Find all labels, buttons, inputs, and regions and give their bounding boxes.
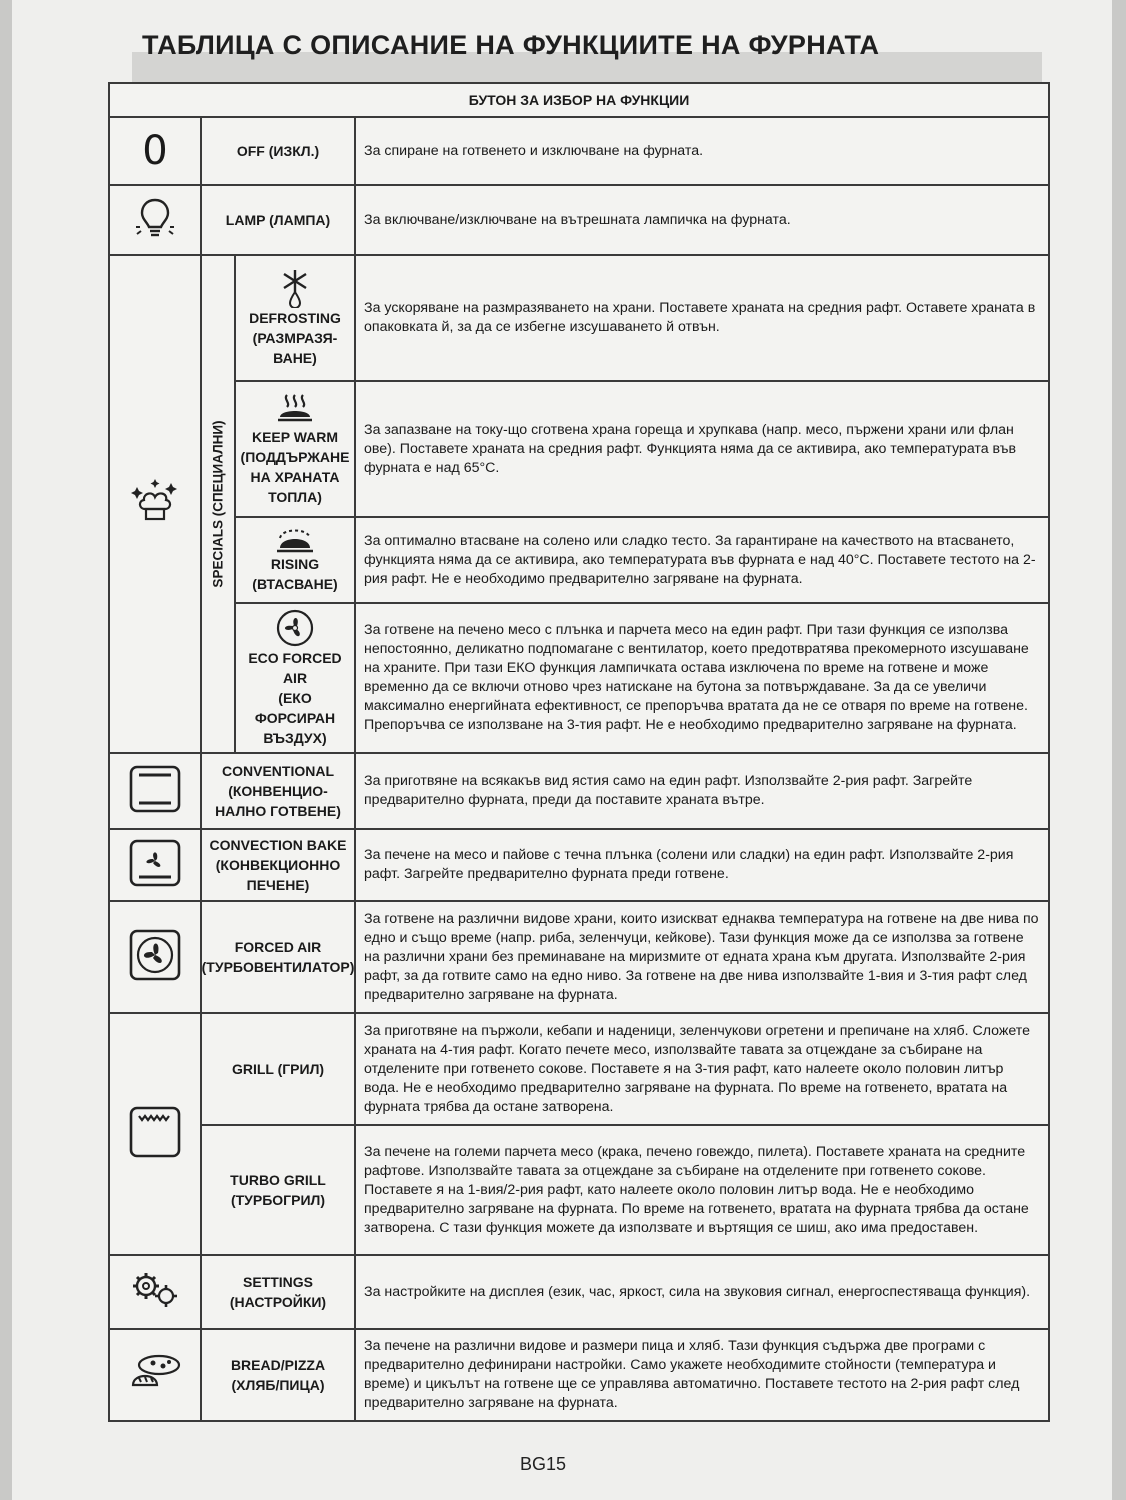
table-row-forced-air (109, 901, 1049, 1013)
function-name-lamp: LAMP (ЛАМПА) (201, 185, 355, 255)
function-name-rising: RISING (ВТАСВАНЕ) (235, 517, 355, 603)
convection-bake-icon (109, 829, 201, 901)
table-row-conventional (109, 753, 1049, 829)
function-name-forced-air: FORCED AIR (ТУРБОВЕНТИЛАТОР) (201, 901, 355, 1013)
specials-chef-hat-icon (109, 255, 201, 753)
function-desc-settings: За настройките на дисплея (език, час, яркост, сила на звуковия сигнал, енергоспестяваща функция). (355, 1255, 1049, 1329)
table-row-lamp (109, 185, 1049, 255)
table-row-off (109, 117, 1049, 185)
manual-page (12, 0, 1112, 1500)
conventional-oven-icon (109, 753, 201, 829)
function-name-keepwarm: KEEP WARM (ПОДДЪРЖАНЕ НА ХРАНАТА ТОПЛА) (235, 381, 355, 517)
table-row-bread-pizza (109, 1329, 1049, 1421)
grill-oven-icon (109, 1013, 201, 1255)
table-row-convection (109, 829, 1049, 901)
table-row-keepwarm (109, 381, 1049, 517)
function-name-convection: CONVECTION BAKE (КОНВЕКЦИОННО ПЕЧЕНЕ) (201, 829, 355, 901)
function-desc-turbo-grill: За печене на големи парчета месо (крака, печено говеждо, пилета). Поставете храната на средните рафтове. Използвайте тавата за отцеждане за събиране на отделените при готвенето сокове. Поставете я на 1-вия/2-рия рафт, като налеете около половин литър вода. Не е необходимо предварително загряване на фурната. По време на готвенето, вратата на фурната трябва да остане затворена. С тази функция можете да използвате и въртящия се шиш, ако има предоставен. (355, 1125, 1049, 1255)
forced-air-fan-icon (109, 901, 201, 1013)
function-desc-eco: За готвене на печено месо с плънка и парчета месо на един рафт. При тази функция се използва непостоянно, деликатно подпомагане с вентилатор, което предотвратява прекомерното изсушаване на храните. При тази ЕКО функция лампичката остава изключена по време на готвене и може временно да се включи отново чрез натискане на бутона за потвърждаване. За да се увеличи максимално енергийната ефективност, се препоръчва вратата да не се отваря по време на готвене. Препоръчва се използване на 3-тия рафт. Не е необходимо предварително загряване на фурната. (355, 603, 1049, 753)
eco-fan-icon (275, 608, 315, 648)
specials-group-label: SPECIALS (СПЕЦИАЛНИ) (201, 255, 235, 753)
rising-dough-icon (274, 526, 316, 554)
function-name-defrost: DEFROSTING (РАЗМРАЗЯ- ВАНЕ) (235, 255, 355, 381)
table-row-rising (109, 517, 1049, 603)
function-desc-lamp: За включване/изключване на вътрешната лампичка на фурната. (355, 185, 1049, 255)
function-desc-conventional: За приготвяне на всякакъв вид ястия само на един рафт. Използвайте 2-рия рафт. Загрейте предварително фурната, преди да поставите храната вътре. (355, 753, 1049, 829)
table-row-settings (109, 1255, 1049, 1329)
function-name-eco: ECO FORCED AIR (ЕКО ФОРСИРАН ВЪЗДУХ) (235, 603, 355, 753)
function-desc-forced-air: За готвене на различни видове храни, които изискват еднаква температура на готвене на две нива по едно и също време (напр. риба, зеленчуци, кейкове). Тази функция може да се използва за готвене на различни храни без преминаване на миризмите от едната храна към другата. Използвайте 2-рия рафт, за да готвите само на едно ниво. За готвене на две нива използвайте 1-вия и 3-тия рафт след предварително загряване на фурната. (355, 901, 1049, 1013)
table-row-eco (109, 603, 1049, 753)
function-desc-grill: За приготвяне на пържоли, кебапи и наденици, зеленчукови огретени и препичане на хляб. Сложете храната на 4-тия рафт. Когато печете месо, използвайте тавата за отцеждане за събиране на отделените при готвенето сокове. Поставете я на 3-тия рафт, като налеете около половин литър вода. Не е необходимо предварително загряване на фурната. По време на готвенето, вратата на фурната трябва да остане затворена. (355, 1013, 1049, 1125)
function-name-conventional: CONVENTIONAL (КОНВЕНЦИО- НАЛНО ГОТВЕНЕ) (201, 753, 355, 829)
function-desc-convection: За печене на месо и пайове с течна плънка (солени или сладки) на един рафт. Използвайте 2-рия рафт. Загрейте предварително фурната преди готвене. (355, 829, 1049, 901)
function-name-off: OFF (ИЗКЛ.) (201, 117, 355, 185)
lamp-bulb-icon (109, 185, 201, 255)
function-desc-rising: За оптимално втасване на солено или сладко тесто. За гарантиране на качеството на втасването, функцията няма да се активира, ако температурата във фурната е над 40°C. Поставете тестото на 2-рия рафт. Не е необходимо предварително загряване на фурната. (355, 517, 1049, 603)
page-title: ТАБЛИЦА С ОПИСАНИЕ НА ФУНКЦИИТЕ НА ФУРНАТА (142, 30, 880, 60)
table-row-defrost (109, 255, 1049, 381)
function-name-bread-pizza: BREAD/PIZZA (ХЛЯБ/ПИЦА) (201, 1329, 355, 1421)
function-name-settings: SETTINGS (НАСТРОЙКИ) (201, 1255, 355, 1329)
off-zero-icon: 0 (109, 117, 201, 185)
keep-warm-steam-icon (276, 391, 314, 427)
table-header: БУТОН ЗА ИЗБОР НА ФУНКЦИИ (109, 83, 1049, 117)
function-desc-keepwarm: За запазване на току-що сготвена храна гореща и хрупкава (напр. месо, пържени храни или флан ове). Поставете храната на средния рафт. Функцията няма да се активира, ако температурата във фурната е над 65°C. (355, 381, 1049, 517)
table-row-turbo-grill (109, 1125, 1049, 1255)
function-name-turbo-grill: TURBO GRILL (ТУРБОГРИЛ) (201, 1125, 355, 1255)
page-number: BG15 (520, 1454, 567, 1474)
functions-table (108, 82, 1050, 1422)
bread-pizza-icon (109, 1329, 201, 1421)
function-desc-defrost: За ускоряване на размразяването на храни. Поставете храната на средния рафт. Оставете храната в опаковката й, за да се избегне изсушаването й отвън. (355, 255, 1049, 381)
settings-gears-icon (109, 1255, 201, 1329)
defrost-snowflake-drop-icon (280, 268, 310, 308)
function-desc-bread-pizza: За печене на различни видове и размери пица и хляб. Тази функция съдържа две програми с предварително дефинирани настройки. Само укажете необходимите стойности (температура и време) и цикълът на готвене ще се управлява автоматично. Поставете тестото на 2-рия рафт след предварително загряване на фурната. (355, 1329, 1049, 1421)
function-desc-off: За спиране на готвенето и изключване на фурната. (355, 117, 1049, 185)
function-name-grill: GRILL (ГРИЛ) (201, 1013, 355, 1125)
table-row-grill (109, 1013, 1049, 1125)
